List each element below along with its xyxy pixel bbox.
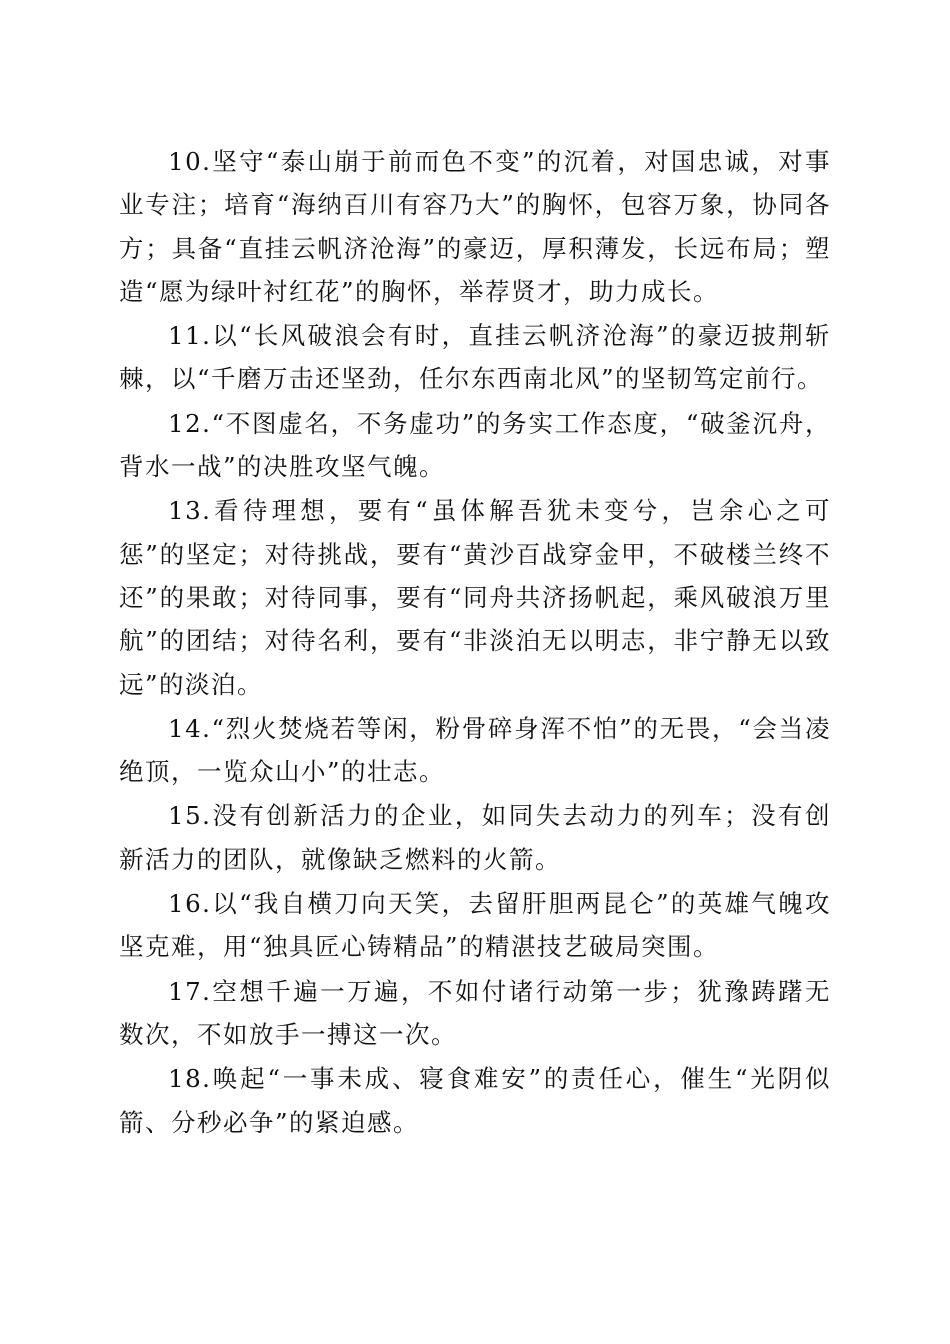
paragraph-14: 14.“烈火焚烧若等闲，粉骨碎身浑不怕”的无畏，“会当凌绝顶，一览众山小”的壮志。 bbox=[119, 713, 831, 787]
paragraph-13: 13.看待理想，要有“虽体解吾犹未变兮，岂余心之可惩”的坚定；对待挑战，要有“黄沙百战穿金甲，不破楼兰终不还”的果敢；对待同事，要有“同舟共济扬帆起，乘风破浪万里航”的团结；对待名利，要有“非淡泊无以明志，非宁静无以致远”的淡泊。 bbox=[119, 496, 831, 699]
paragraph-18: 18.唤起“一事未成、寝食难安”的责任心，催生“光阴似箭、分秒必争”的紧迫感。 bbox=[119, 1064, 831, 1137]
paragraph-12: 12.“不图虚名，不务虚功”的务实工作态度，“破釜沉舟，背水一战”的决胜攻坚气魄。 bbox=[119, 408, 831, 482]
paragraph-10: 10.坚守“泰山崩于前而色不变”的沉着，对国忠诚，对事业专注；培育“海纳百川有容乃大”的胸怀，包容万象，协同各方；具备“直挂云帆济沧海”的豪迈，厚积薄发，长远布局；塑造“愿为绿叶衬红花”的胸怀，举荐贤才，助力成长。 bbox=[119, 147, 831, 306]
paragraph-17: 17.空想千遍一万遍，不如付诸行动第一步；犹豫踌躇无数次，不如放手一搏这一次。 bbox=[119, 976, 831, 1049]
paragraph-11: 11.以“长风破浪会有时，直挂云帆济沧海”的豪迈披荆斩棘，以“千磨万击还坚劲，任尔东西南北风”的坚韧笃定前行。 bbox=[119, 321, 831, 394]
paragraph-15: 15.没有创新活力的企业，如同失去动力的列车；没有创新活力的团队，就像缺乏燃料的火箭。 bbox=[119, 801, 831, 874]
paragraph-16: 16.以“我自横刀向天笑，去留肝胆两昆仑”的英雄气魄攻坚克难，用“独具匠心铸精品”的精湛技艺破局突围。 bbox=[119, 889, 831, 962]
document-body bbox=[119, 140, 831, 1145]
